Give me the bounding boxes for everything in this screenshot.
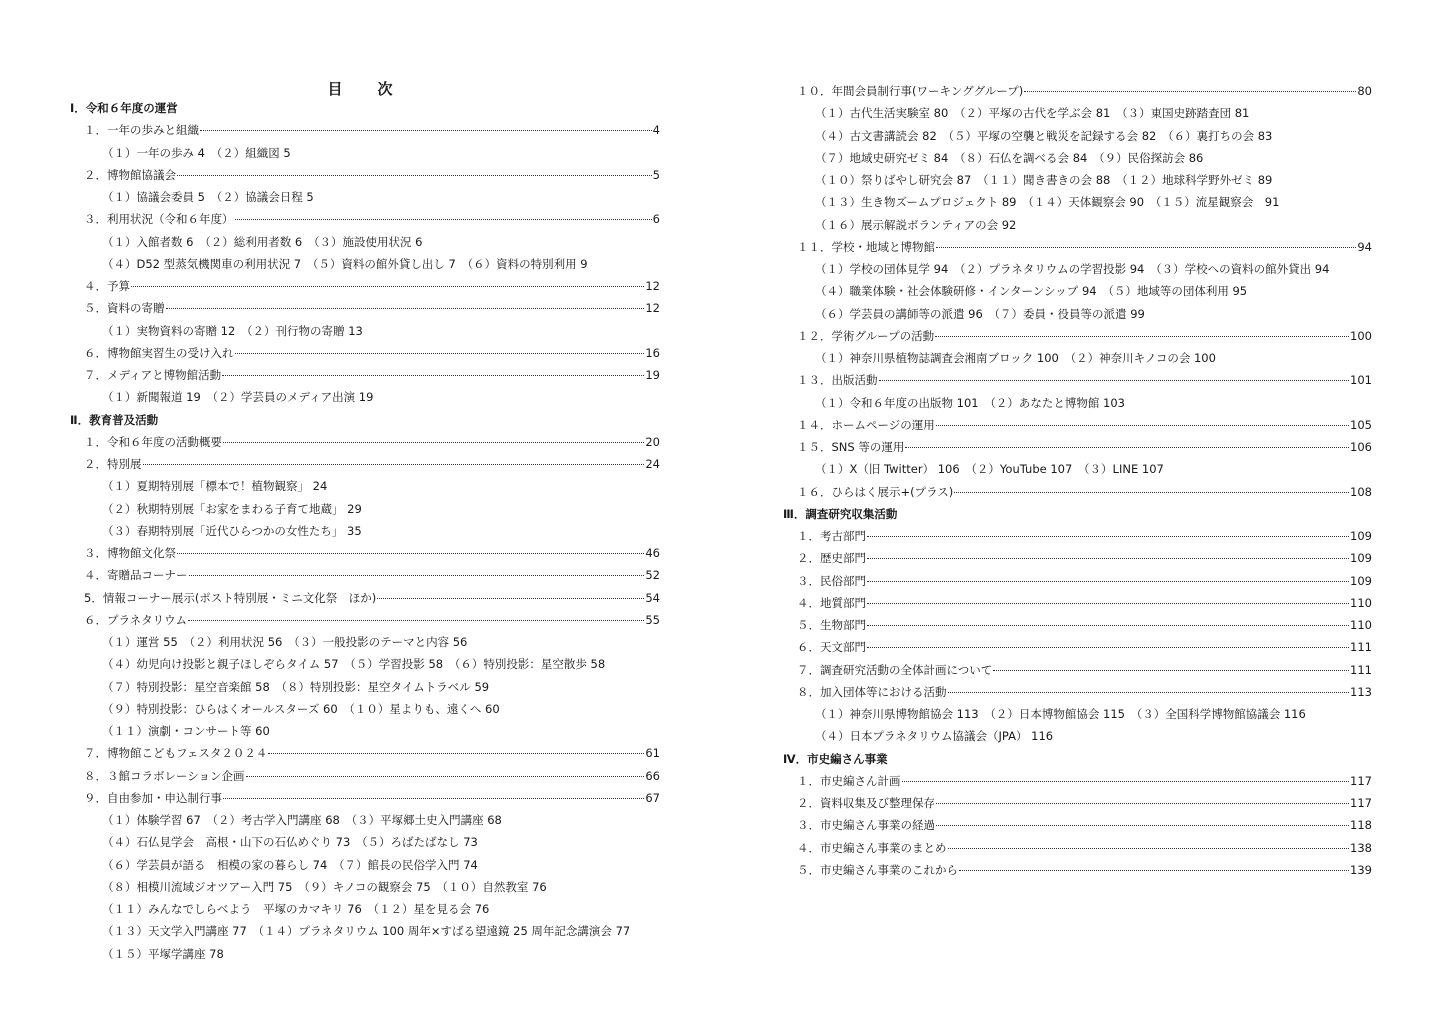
toc-entry-title: ７．博物館こどもフェスタ２０２４ <box>84 746 268 761</box>
toc-entry-title: ７．メディアと博物館活動 <box>84 368 222 382</box>
dot-leader <box>959 870 1349 871</box>
toc-page-number: 138 <box>1350 840 1372 855</box>
toc-section-heading: Ⅲ．調査研究収集活動 <box>783 506 898 521</box>
toc-page-number: 5 <box>652 167 660 182</box>
toc-subentry: （１１）演劇・コンサート等 60 <box>102 724 270 738</box>
dot-leader <box>867 603 1349 604</box>
toc-entry <box>783 837 1372 859</box>
toc-page-number: 61 <box>645 746 660 761</box>
toc-entry <box>783 547 1372 569</box>
toc-subentry: （１）新聞報道 19 （２）学芸員のメディア出演 19 <box>102 390 374 405</box>
dot-leader <box>905 447 1349 448</box>
dot-leader <box>268 753 644 754</box>
page-title: 目 次 <box>327 80 403 98</box>
toc-entry-title: １３．出版活動 <box>797 373 878 388</box>
toc-entry <box>783 325 1372 347</box>
toc-left-list <box>70 97 660 965</box>
toc-subentry: （１３）天文学入門講座 77 （１４）プラネタリウム 100 周年×すばる望遠鏡 25 周年記念講演会 77 <box>102 924 631 939</box>
toc-subentry: （１）神奈川県植物誌調査会湘南ブロック 100 （２）神奈川キノコの会 100 <box>815 351 1216 365</box>
toc-entry <box>70 587 660 609</box>
dot-leader <box>902 781 1350 782</box>
toc-entry-title: ５．資料の寄贈 <box>84 301 165 316</box>
toc-entry <box>70 342 660 364</box>
toc-entry-title: １２．学術グループの活動 <box>797 328 935 343</box>
toc-entry <box>70 164 660 186</box>
toc-page-number: 118 <box>1350 818 1372 833</box>
toc-subentry: （３）春期特別展「近代ひらつかの女性たち」 35 <box>102 523 362 538</box>
toc-entry <box>70 453 660 475</box>
toc-subentry: （１３）生き物ズームプロジェクト 89 （１４）天体観察会 90 （１５）流星観察会 91 <box>815 195 1280 210</box>
dot-leader <box>166 308 645 309</box>
toc-entry-title: １４．ホームページの運用 <box>797 417 935 432</box>
dot-leader <box>948 848 1350 849</box>
dot-leader <box>223 442 644 443</box>
toc-subentry: （４）職業体験・社会体験研修・インターンシップ 94 （５）地域等の団体利用 95 <box>815 284 1248 299</box>
toc-entry <box>70 364 660 386</box>
toc-page-number: 67 <box>645 790 660 805</box>
toc-subentry: （１６）展示解説ボランティアの会 92 <box>815 217 1017 232</box>
toc-subentry: （１）体験学習 67 （２）考古学入門講座 68 （３）平塚郷土史入門講座 68 <box>102 813 502 827</box>
toc-entry-title: ２．歴史部門 <box>797 551 866 566</box>
toc-entry-title: 5．情報コーナー展示(ポスト特別展・ミニ文化祭 ほか) <box>84 590 377 605</box>
toc-entry <box>783 481 1372 503</box>
toc-subentry: （１）実物資料の寄贈 12 （２）刊行物の寄贈 13 <box>102 323 363 338</box>
dot-leader <box>936 425 1349 426</box>
dot-leader <box>936 825 1349 826</box>
toc-subentry: （９）特別投影：ひらはくオールスターズ 60 （１０）星よりも、遠くへ 60 <box>102 701 500 716</box>
dot-leader <box>936 803 1349 804</box>
toc-entry-title: １０．年間会員制行事(ワーキンググループ) <box>797 84 1024 98</box>
dot-leader <box>377 598 644 599</box>
toc-page-number: 4 <box>652 123 660 138</box>
toc-subentry: （１１）みんなでしらべよう 平塚のカマキリ 76 （１２）星を見る会 76 <box>102 902 490 916</box>
toc-entry-title: ６．博物館実習生の受け入れ <box>84 345 234 360</box>
dot-leader <box>954 492 1349 493</box>
toc-subentry: （４）D52 型蒸気機関車の利用状況 7 （５）資料の館外貸し出し 7 （６）資料の特別利用 9 <box>102 256 588 271</box>
toc-page-number: 66 <box>645 768 660 783</box>
toc-entry <box>783 236 1372 258</box>
toc-subentry: （８）相模川流域ジオツアー入門 75 （９）キノコの観察会 75 （１０）自然教室 76 <box>102 879 547 894</box>
toc-page-number: 20 <box>645 434 660 449</box>
toc-entry <box>783 80 1372 102</box>
toc-page-number: 109 <box>1350 573 1372 588</box>
dot-leader <box>223 798 644 799</box>
toc-entry <box>783 570 1372 592</box>
toc-page-number: 108 <box>1350 484 1372 499</box>
toc-page-number: 52 <box>645 568 660 583</box>
dot-leader <box>246 776 645 777</box>
toc-entry <box>783 814 1372 836</box>
toc-entry-title: ２．博物館協議会 <box>84 167 176 182</box>
toc-entry-title: ３．民俗部門 <box>797 573 866 588</box>
toc-entry-title: ６．天文部門 <box>797 640 866 655</box>
toc-entry <box>70 208 660 230</box>
dot-leader <box>935 336 1349 337</box>
dot-leader <box>131 286 644 287</box>
toc-subentry: （７）特別投影：星空音楽館 58 （８）特別投影：星空タイムトラベル 59 <box>102 679 490 694</box>
toc-entry <box>783 369 1372 391</box>
toc-entry-title: ５．生物部門 <box>797 618 866 632</box>
toc-page-number: 117 <box>1350 796 1372 810</box>
toc-subentry: （１）運営 55 （２）利用状況 56 （３）一般投影のテーマと内容 56 <box>102 635 468 649</box>
toc-entry <box>783 770 1372 792</box>
toc-entry-title: １．考古部門 <box>797 529 866 543</box>
toc-entry-title: ８．３館コラボレーション企画 <box>84 768 245 783</box>
dot-leader <box>867 581 1349 582</box>
toc-page-number: 46 <box>645 546 660 560</box>
toc-entry <box>70 119 660 141</box>
toc-section-heading: Ⅱ．教育普及活動 <box>70 412 159 427</box>
toc-subentry: （１５）平塚学講座 78 <box>102 946 224 961</box>
toc-entry-title: ２．資料収集及び整理保存 <box>797 796 935 810</box>
toc-page-number: 80 <box>1357 84 1372 98</box>
toc-page-number: 12 <box>645 279 660 293</box>
toc-subentry: （６）学芸員の講師等の派遣 96 （７）委員・役員等の派遣 99 <box>815 306 1145 321</box>
toc-entry <box>70 742 660 764</box>
toc-page-number: 117 <box>1350 773 1372 788</box>
toc-page-number: 110 <box>1350 595 1372 610</box>
toc-entry-title: ５．市史編さん事業のこれから <box>797 862 958 877</box>
toc-entry-title: ６．プラネタリウム <box>84 612 188 627</box>
toc-entry-title: ３．市史編さん事業の経過 <box>797 818 935 833</box>
toc-entry <box>783 614 1372 636</box>
toc-entry-title: ７．調査研究活動の全体計画について <box>797 662 993 677</box>
toc-entry <box>783 636 1372 658</box>
toc-page-number: 12 <box>645 301 660 316</box>
toc-page-number: 105 <box>1350 417 1372 432</box>
toc-page-number: 139 <box>1350 862 1372 877</box>
toc-entry-title: １．令和６年度の活動概要 <box>84 434 222 449</box>
toc-subentry: （１）X（旧 Twitter） 106 （２）YouTube 107 （３）LINE 107 <box>815 462 1164 477</box>
dot-leader <box>1024 91 1356 92</box>
dot-leader <box>177 553 644 554</box>
toc-entry-title: ４．予算 <box>84 279 130 293</box>
dot-leader <box>200 130 652 131</box>
toc-entry-title: １．一年の歩みと組織 <box>84 123 199 138</box>
toc-page-number: 113 <box>1350 684 1372 699</box>
toc-entry <box>783 659 1372 681</box>
toc-entry-title: ４．寄贈品コーナー <box>84 568 188 583</box>
toc-subentry: （１０）祭りばやし研究会 87 （１１）聞き書きの会 88 （１２）地球科学野外ゼミ 89 <box>815 173 1273 187</box>
toc-entry <box>70 275 660 297</box>
toc-entry-title: ４．地質部門 <box>797 595 866 610</box>
toc-page-number: 100 <box>1350 328 1372 343</box>
toc-page-number: 110 <box>1350 618 1372 632</box>
toc-subentry: （７）地域史研究ゼミ 84 （８）石仏を調べる会 84 （９）民俗探訪会 86 <box>815 150 1204 165</box>
toc-entry <box>783 414 1372 436</box>
toc-page-number: 54 <box>645 590 660 605</box>
toc-page-number: 111 <box>1350 662 1372 677</box>
dot-leader <box>867 536 1349 537</box>
dot-leader <box>936 247 1356 248</box>
toc-entry <box>783 859 1372 881</box>
toc-entry-title: １５．SNS 等の運用 <box>797 440 905 454</box>
toc-page-number: 106 <box>1350 440 1372 454</box>
toc-page-number: 109 <box>1350 529 1372 543</box>
toc-entry-title: １．市史編さん計画 <box>797 773 901 788</box>
toc-page-number: 109 <box>1350 551 1372 566</box>
toc-entry <box>70 297 660 319</box>
dot-leader <box>867 625 1349 626</box>
toc-page-number: 111 <box>1350 640 1372 655</box>
toc-entry <box>783 792 1372 814</box>
toc-subentry: （１）学校の団体見学 94 （２）プラネタリウムの学習投影 94 （３）学校への資料の館外貸出 94 <box>815 262 1330 276</box>
dot-leader <box>993 670 1349 671</box>
toc-entry <box>70 765 660 787</box>
toc-subentry: （４）幼児向け投影と親子ほしぞらタイム 57 （５）学習投影 58 （６）特別投影：星空散歩 58 <box>102 657 606 672</box>
toc-subentry: （１）夏期特別展「標本で！植物観察」 24 <box>102 479 328 494</box>
toc-entry <box>70 542 660 564</box>
toc-entry-title: １６．ひらはく展示+(プラス) <box>797 484 954 499</box>
dot-leader <box>948 692 1350 693</box>
dot-leader <box>188 620 644 621</box>
toc-page-number: 55 <box>645 612 660 627</box>
toc-entry-title: ３．博物館文化祭 <box>84 546 176 560</box>
toc-entry <box>783 681 1372 703</box>
toc-subentry: （４）石仏見学会 高根・山下の石仏めぐり 73 （５）ろばたばなし 73 <box>102 835 478 850</box>
dot-leader <box>235 219 652 220</box>
toc-subentry: （１）令和６年度の出版物 101 （２）あなたと博物館 103 <box>815 395 1125 410</box>
toc-subentry: （１）古代生活実験室 80 （２）平塚の古代を学ぶ会 81 （３）東国史跡踏査団 81 <box>815 106 1250 121</box>
toc-section-heading: Ⅰ．令和６年度の運営 <box>70 101 178 115</box>
dot-leader <box>177 175 652 176</box>
toc-entry <box>783 525 1372 547</box>
dot-leader <box>143 464 645 465</box>
dot-leader <box>867 647 1349 648</box>
dot-leader <box>222 375 644 376</box>
toc-subentry: （１）入館者数 6 （２）総利用者数 6 （３）施設使用状況 6 <box>102 234 423 249</box>
toc-entry <box>783 436 1372 458</box>
dot-leader <box>867 558 1349 559</box>
toc-entry-title: ３．利用状況（令和６年度） <box>84 212 234 227</box>
dot-leader <box>235 353 645 354</box>
toc-subentry: （１）協議会委員 5 （２）協議会日程 5 <box>102 190 314 204</box>
toc-page-number: 6 <box>652 212 660 227</box>
toc-entry-title: ４．市史編さん事業のまとめ <box>797 840 947 855</box>
toc-right-list <box>783 80 1372 881</box>
toc-page-number: 16 <box>645 345 660 360</box>
dot-leader <box>189 575 645 576</box>
toc-page-number: 94 <box>1357 239 1372 254</box>
dot-leader <box>879 380 1350 381</box>
toc-subentry: （６）学芸員が語る 相模の家の暮らし 74 （７）館長の民俗学入門 74 <box>102 857 478 872</box>
toc-entry <box>70 564 660 586</box>
toc-entry <box>70 609 660 631</box>
toc-page-number: 24 <box>645 457 660 471</box>
toc-page-number: 101 <box>1350 373 1372 388</box>
toc-entry-title: ９．自由参加・申込制行事 <box>84 790 222 805</box>
toc-subentry: （１）一年の歩み 4 （２）組織図 5 <box>102 145 291 160</box>
toc-subentry: （４）日本プラネタリウム協議会（JPA） 116 <box>815 729 1054 744</box>
toc-subentry: （１）神奈川県博物館協会 113 （２）日本博物館協会 115 （３）全国科学博物館協議会 116 <box>815 707 1306 721</box>
toc-entry-title: ２．特別展 <box>84 457 142 471</box>
toc-entry-title: ８．加入団体等における活動 <box>797 684 947 699</box>
toc-page-number: 19 <box>645 368 660 382</box>
toc-entry <box>70 431 660 453</box>
toc-section-heading: Ⅳ．市史編さん事業 <box>783 751 888 766</box>
toc-subentry: （４）古文書講読会 82 （５）平塚の空襲と戦災を記録する会 82 （６）裏打ちの会 83 <box>815 128 1273 143</box>
toc-subentry: （２）秋期特別展「お家をまわる子育て地蔵」 29 <box>102 501 362 516</box>
toc-entry <box>70 787 660 809</box>
toc-entry <box>783 592 1372 614</box>
toc-entry-title: １１．学校・地域と博物館 <box>797 239 935 254</box>
